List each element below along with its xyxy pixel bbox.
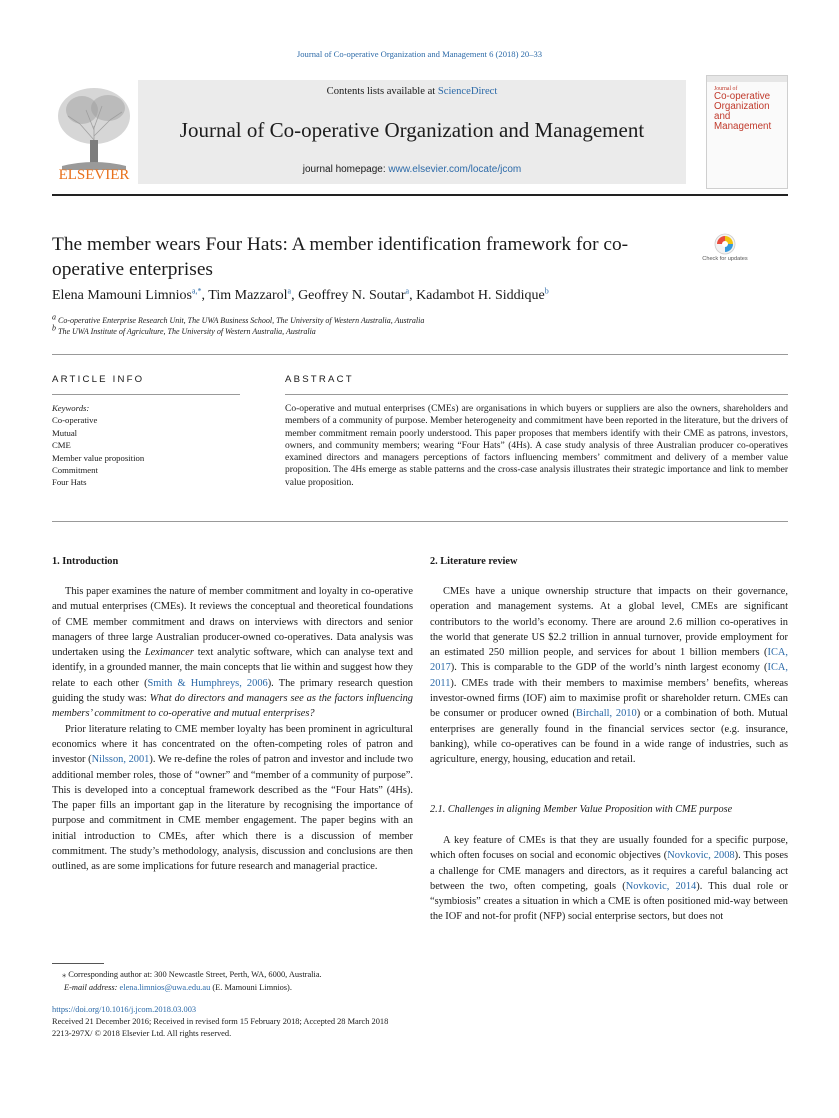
- paragraph: This paper examines the nature of member commitment and loyalty in co-operative and mutual enterprises (CMEs). It reviews the conceptual and theoretical foundations of CME member commitment and draws on interviews with directors and senior managers of three large Australian producer-owned co-operatives. Data analysis was undertaken using the Leximancer text analytic software, which can analyse text and identify, in a grounded manner, the main concepts that lie within and suggest how they relate to each other (Smith & Humphreys, 2006). The primary research question guiding the study was: What do directors and managers see as the factors influencing members’ commitment to co-operative and mutual enterprises?: [52, 586, 413, 720]
- section-heading-literature-review: 2. Literature review: [430, 556, 518, 567]
- cover-title: Co-operative Organization and Management: [714, 91, 772, 132]
- author-list: Elena Mamouni Limnios$^{a,*}$, Tim Mazzarol$^a$, Geoffrey N. Soutar$^a$, Kadambot H. Siddique$^b$: [52, 286, 549, 303]
- divider: [52, 354, 788, 355]
- keywords-label: Keywords:: [52, 403, 90, 413]
- contents-line: [138, 86, 686, 97]
- author-sup[interactable]: a: [287, 286, 292, 296]
- homepage-link[interactable]: www.elsevier.com/locate/jcom: [388, 164, 522, 175]
- homepage-line: [138, 164, 686, 175]
- article-info-heading: ARTICLE INFO: [52, 374, 145, 385]
- sciencedirect-link[interactable]: ScienceDirect: [437, 86, 498, 97]
- author-name[interactable]: Geoffrey N. Soutar: [298, 288, 406, 303]
- subsection-body: [430, 833, 788, 925]
- divider: [52, 394, 240, 395]
- publisher-wordmark: ELSEVIER: [58, 167, 130, 183]
- author-sup[interactable]: b: [544, 286, 549, 296]
- check-updates-icon: [706, 232, 744, 256]
- copyright-line: 2213-297X/ © 2018 Elsevier Ltd. All rights reserved.: [52, 1029, 232, 1038]
- keyword-item: Mutual: [52, 427, 78, 438]
- doi-link[interactable]: https://doi.org/10.1016/j.jcom.2018.03.003: [52, 1005, 197, 1014]
- abstract-text: Co-operative and mutual enterprises (CMEs) are organisations in which buyers or suppliers are also the owners, shareholders and members of a community of purpose. Member heterogeneity and commitment have been reported in the literature, but the drivers of member commitment remain poorly understood. This paper proposes that members identify with their CME as patrons, investors, owners, and community members; wearing “Four Hats” (4Hs). A case study analysis of three Australian producer co-operatives examined directors and managers perceptions of factors influencing members’ commitment and delivery of a member value proposition. The 4Hs emerge as stable patterns and the cross-case analysis illustrates their strategic importance and link to member value proposition.: [285, 404, 788, 488]
- introduction-body: [52, 584, 413, 875]
- keywords-block: [52, 402, 240, 489]
- email-link[interactable]: elena.limnios@uwa.edu.au: [119, 983, 211, 992]
- journal-citation[interactable]: Journal of Co-operative Organization and Management 6 (2018) 20–33: [296, 49, 543, 59]
- divider: [52, 521, 788, 522]
- author-name[interactable]: Elena Mamouni Limnios: [52, 288, 192, 303]
- subsection-heading: 2.1. Challenges in aligning Member Value Proposition with CME purpose: [430, 804, 733, 815]
- corresponding-author-note: ⁎ Corresponding author at: 300 Newcastle Street, Perth, WA, 6000, Australia.: [62, 970, 322, 979]
- author-sup[interactable]: a,*: [191, 286, 202, 296]
- journal-cover-thumbnail[interactable]: [706, 75, 788, 189]
- elsevier-logo[interactable]: [52, 80, 136, 184]
- keyword-item: Four Hats: [52, 477, 87, 488]
- author-name[interactable]: Tim Mazzarol: [208, 288, 288, 303]
- citation-link[interactable]: ICA, 2011: [430, 662, 788, 689]
- paragraph: CMEs have a unique ownership structure that impacts on their governance, operation and management systems. At a global level, CMEs are significant contributors to the world’s economy. There are around 2.6 million co-operatives in the world that generate US $2.2 trillion in annual turnover, provide employment for an estimated 250 million people, and services for about 1 billion members (ICA, 2017). This is comparable to the GDP of the world’s ninth largest economy (ICA, 2011). CMEs trade with their members to maximise members’ benefits, whereas investor-owned firms (IOF) aim to maximise profit or shareholder return. CMEs can be consumer or producer owned (Birchall, 2010) or a combination of both. Mutual enterprises are generally found in the financial services sector (e.g. insurance, banking), while co-operatives can be found in a wide range of industries, such as agriculture, energy, housing, education and retail.: [430, 586, 789, 766]
- author-sup[interactable]: a: [405, 286, 410, 296]
- keyword-item: Member value proposition: [52, 452, 145, 463]
- citation-link[interactable]: Smith & Humphreys, 2006: [147, 677, 268, 689]
- keyword-item: Commitment: [52, 465, 98, 476]
- citation-link[interactable]: Nilsson, 2001: [91, 754, 150, 766]
- journal-banner: [138, 80, 686, 184]
- elsevier-tree-icon: [52, 80, 136, 184]
- check-for-updates-badge[interactable]: [706, 232, 744, 270]
- literature-review-body: [430, 584, 788, 768]
- keyword-item: CME: [52, 440, 71, 451]
- email-note: E-mail address: elena.limnios@uwa.edu.au (E. Mamouni Limnios).: [64, 983, 292, 992]
- section-heading-introduction: 1. Introduction: [52, 556, 119, 567]
- keyword-item: Co-operative: [52, 415, 98, 426]
- divider: [285, 394, 788, 395]
- affiliation-a: $^a$ Co-operative Enterprise Research Unit, The UWA Business School, The University of Western Australia, Australia: [52, 312, 425, 325]
- citation-link[interactable]: ICA, 2017: [430, 647, 788, 674]
- citation-link[interactable]: Novkovic, 2014: [625, 880, 697, 892]
- author-name[interactable]: Kadambot H. Siddique: [416, 288, 545, 303]
- paragraph: A key feature of CMEs is that they are usually founded for a specific purpose, which often focuses on social and economic objectives (Novkovic, 2008). This poses a challenge for CME managers and directors, as it requires a careful balancing act between the two, often competing, goals (Novkovic, 2014). This dual role or “symbiosis” creates a situation in which a CME is often positioned mid-way between the IOF and not-for profit (NFP) social enterprise sectors, but does not: [430, 835, 788, 923]
- affiliation-b: $^b$ The UWA Institute of Agriculture, The University of Western Australia, Australia: [52, 323, 316, 336]
- journal-title: Journal of Co-operative Organization and Management: [179, 118, 645, 142]
- cover-small-text: Journal of: [714, 86, 738, 92]
- paragraph: Prior literature relating to CME member loyalty has been prominent in agricultural economics where it has concentrated on the often-competing roles of patron and investor (Nilsson, 2001). We re-define the roles of patron and investor and include two additional member roles, those of “owner” and “member of a community of purpose”. This is developed into a conceptual framework described as the “Four Hats” (4Hs). The paper fills an important gap in the literature by recognising the importance of purpose and commitment in CME member engagement. The paper begins with an initial introduction to CMEs, after which there is a discussion of member commitment. The study’s methodology, analysis, discussion and conclusions are then outlined, as are some implications for future research and managerial practice.: [52, 723, 414, 873]
- homepage-prefix: journal homepage:: [302, 164, 389, 175]
- contents-prefix: Contents lists available at: [326, 86, 438, 97]
- footnote-rule: [52, 963, 104, 964]
- citation-link[interactable]: Birchall, 2010: [576, 708, 637, 720]
- masthead-rule: [52, 194, 788, 196]
- check-updates-caption: Check for updates: [702, 256, 748, 262]
- citation-link[interactable]: Novkovic, 2008: [667, 850, 735, 862]
- abstract-heading: ABSTRACT: [285, 374, 354, 385]
- paper-title: The member wears Four Hats: A member identification framework for co-operative enterprises: [52, 234, 629, 280]
- received-dates: Received 21 December 2016; Received in revised form 15 February 2018; Accepted 28 March 2018: [52, 1017, 389, 1026]
- journal-masthead: [52, 80, 788, 184]
